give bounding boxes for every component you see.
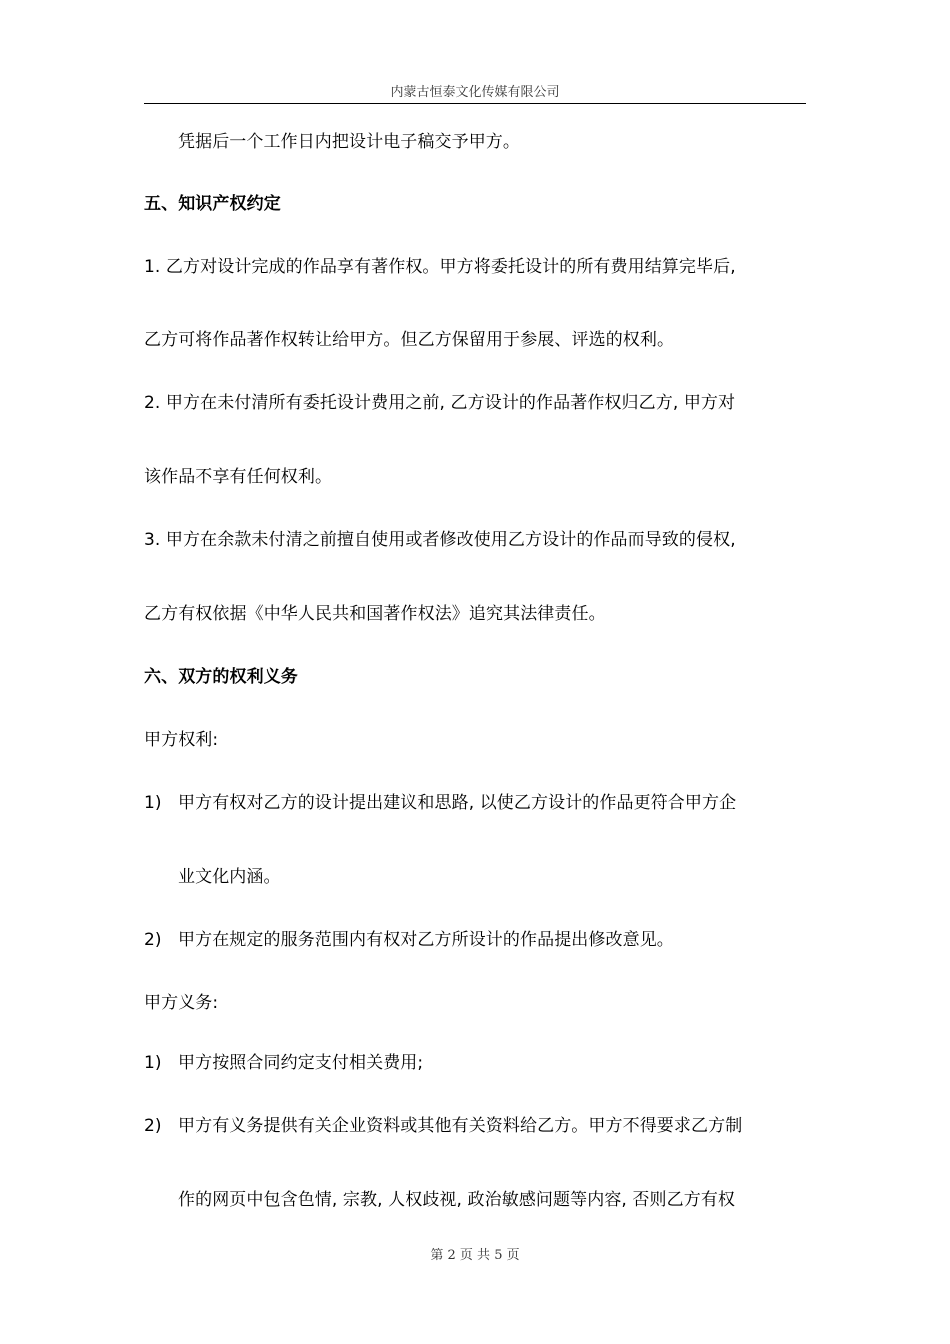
duties-1-line: 甲方按照合同约定支付相关费用; <box>178 1053 424 1073</box>
clause-5-1-line-2: 乙方可将作品著作权转让给甲方。但乙方保留用于参展、评选的权利。 <box>144 330 675 350</box>
list-number: 2) <box>144 930 162 950</box>
rights-label: 甲方权利: <box>144 730 219 750</box>
list-number: 2) <box>144 1116 162 1136</box>
paragraph-line: 凭据后一个工作日内把设计电子稿交予甲方。 <box>178 132 520 152</box>
duties-2-line-2: 作的网页中包含色情, 宗教, 人权歧视, 政治敏感问题等内容, 否则乙方有权 <box>178 1190 736 1210</box>
section-heading-5: 五、知识产权约定 <box>144 194 281 214</box>
page-footer: 第 2 页 共 5 页 <box>430 1248 520 1263</box>
clause-5-3-line-1: 3. 甲方在余款未付清之前擅自使用或者修改使用乙方设计的作品而导致的侵权, <box>144 530 736 550</box>
list-number: 1) <box>144 793 162 813</box>
duties-2-line-1: 甲方有义务提供有关企业资料或其他有关资料给乙方。甲方不得要求乙方制 <box>178 1116 743 1136</box>
clause-5-2-line-2: 该作品不享有任何权利。 <box>144 467 333 487</box>
section-heading-6: 六、双方的权利义务 <box>144 667 298 687</box>
clause-5-3-line-2: 乙方有权依据《中华人民共和国著作权法》追究其法律责任。 <box>144 604 606 624</box>
clause-5-2-line-1: 2. 甲方在未付清所有委托设计费用之前, 乙方设计的作品著作权归乙方, 甲方对 <box>144 393 736 413</box>
rights-2-line: 甲方在规定的服务范围内有权对乙方所设计的作品提出修改意见。 <box>178 930 674 950</box>
rights-1-line-1: 甲方有权对乙方的设计提出建议和思路, 以使乙方设计的作品更符合甲方企 <box>178 793 737 813</box>
clause-5-1-line-1: 1. 乙方对设计完成的作品享有著作权。甲方将委托设计的所有费用结算完毕后, <box>144 257 736 277</box>
rights-1-line-2: 业文化内涵。 <box>178 867 281 887</box>
duties-label: 甲方义务: <box>144 993 219 1013</box>
page-header: 内蒙古恒泰文化传媒有限公司 <box>144 84 806 104</box>
list-number: 1) <box>144 1053 162 1073</box>
